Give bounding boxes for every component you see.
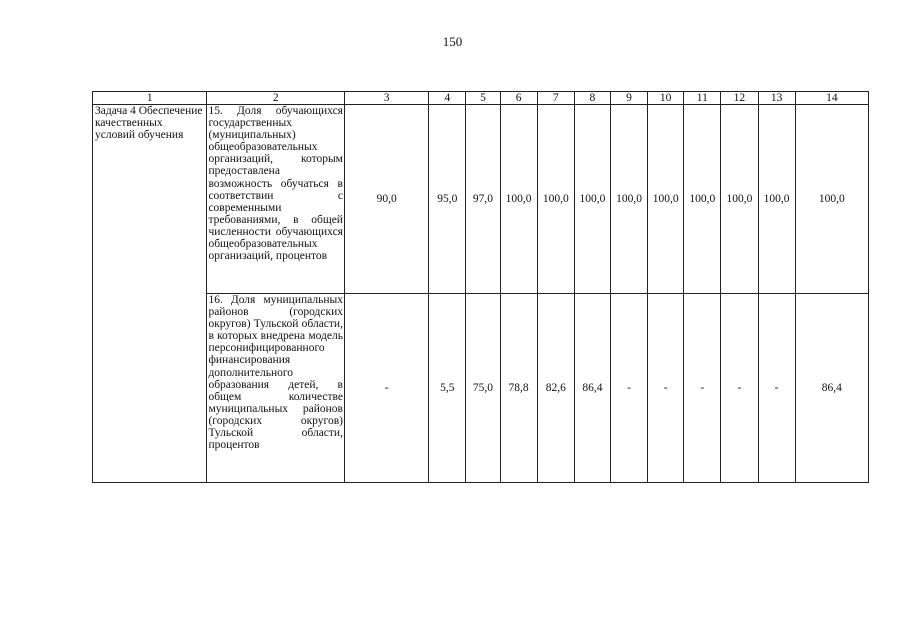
column-header: 10 (648, 92, 684, 105)
column-header: 13 (758, 92, 795, 105)
table-row (93, 294, 869, 483)
value-cell: 75,0 (466, 294, 500, 483)
value-cell: 100,0 (500, 105, 537, 294)
value-cell: 90,0 (344, 105, 428, 294)
table-row (93, 105, 869, 294)
value-cell: 86,4 (574, 294, 610, 483)
column-header: 9 (610, 92, 647, 105)
value-cell: 100,0 (648, 105, 684, 294)
column-header: 8 (574, 92, 610, 105)
value-cell: 100,0 (537, 105, 574, 294)
value-cell: - (758, 294, 795, 483)
indicator-cell: 16. Доля муниципальных районов (городских округов) Тульской области, в которых внедрена модель персонифицированного финансирования дополнительного образования детей, в общем количестве муниципальных районов (городских округов) Тульской области, процентов (207, 294, 345, 483)
value-cell: - (610, 294, 647, 483)
value-cell: - (684, 294, 721, 483)
column-header: 12 (721, 92, 758, 105)
column-header: 2 (207, 92, 345, 105)
value-cell: - (721, 294, 758, 483)
column-header: 4 (429, 92, 466, 105)
value-cell: 86,4 (795, 294, 868, 483)
value-cell: 78,8 (500, 294, 537, 483)
value-cell: 100,0 (610, 105, 647, 294)
indicators-table (92, 91, 869, 483)
value-cell: 5,5 (429, 294, 466, 483)
column-header: 1 (93, 92, 207, 105)
value-cell: 100,0 (721, 105, 758, 294)
value-cell: 100,0 (758, 105, 795, 294)
page-number: 150 (442, 34, 463, 49)
column-header: 5 (466, 92, 500, 105)
value-cell: 100,0 (795, 105, 868, 294)
value-cell: 100,0 (574, 105, 610, 294)
column-header: 6 (500, 92, 537, 105)
value-cell: 82,6 (537, 294, 574, 483)
value-cell: - (344, 294, 428, 483)
column-header: 11 (684, 92, 721, 105)
value-cell: 97,0 (466, 105, 500, 294)
column-header: 7 (537, 92, 574, 105)
value-cell: 95,0 (429, 105, 466, 294)
column-header: 14 (795, 92, 868, 105)
value-cell: - (648, 294, 684, 483)
task-cell: Задача 4 Обеспечение качественных условий обучения (93, 105, 207, 483)
value-cell: 100,0 (684, 105, 721, 294)
column-header: 3 (344, 92, 428, 105)
table-header-row (93, 92, 869, 105)
indicator-cell: 15. Доля обучающихся государственных (муниципальных) общеобразовательных организаций, которым предоставлена возможность обучаться в соответствии с современными требованиями, в общей численности обучающихся общеобразовательных организаций, процентов (207, 105, 345, 294)
